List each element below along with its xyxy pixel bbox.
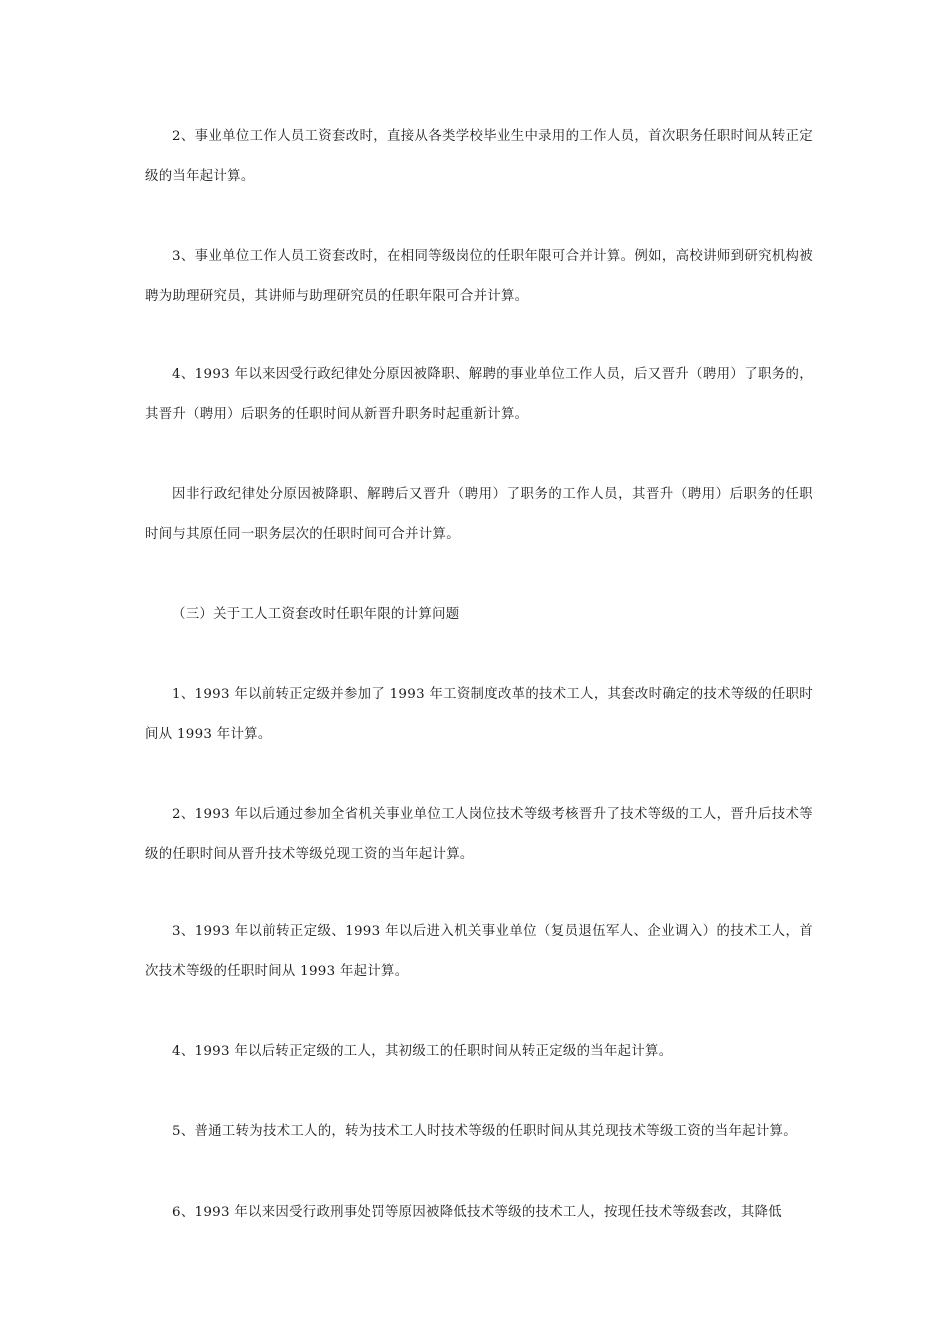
paragraph-3-transferred-workers: 3、1993 年以前转正定级、1993 年以后进入机关事业单位（复员退伍军人、企业调入）的技术工人，首次技术等级的任职时间从 1993 年起计算。 bbox=[145, 924, 813, 979]
paragraph-1-pre-1993-workers: 1、1993 年以前转正定级并参加了 1993 年工资制度改革的技术工人，其套改时确定的技术等级的任职时间从 1993 年计算。 bbox=[145, 687, 813, 742]
paragraph-5-general-to-technical: 5、普通工转为技术工人的，转为技术工人时技术等级的任职时间从其兑现技术等级工资的当年起计算。 bbox=[172, 1124, 797, 1139]
paragraph-4-disciplinary-demotion: 4、1993 年以来因受行政纪律处分原因被降职、解聘的事业单位工作人员，后又晋升（聘用）了职务的，其晋升（聘用）后职务的任职时间从新晋升职务时起重新计算。 bbox=[145, 367, 813, 422]
paragraph-3-same-grade-merge: 3、事业单位工作人员工资套改时，在相同等级岗位的任职年限可合并计算。例如，高校讲师到研究机构被聘为助理研究员，其讲师与助理研究员的任职年限可合并计算。 bbox=[145, 249, 813, 304]
paragraph-6-penalty-downgrade: 6、1993 年以来因受行政刑事处罚等原因被降低技术等级的技术工人，按现任技术等级套改，其降低 bbox=[172, 1205, 782, 1220]
paragraph-4-post-1993-regularized: 4、1993 年以后转正定级的工人，其初级工的任职时间从转正定级的当年起计算。 bbox=[172, 1044, 673, 1059]
paragraph-non-disciplinary-demotion: 因非行政纪律处分原因被降职、解聘后又晋升（聘用）了职务的工作人员，其晋升（聘用）后职务的任职时间与其原任同一职务层次的任职时间可合并计算。 bbox=[145, 487, 813, 542]
paragraph-2-graduate-hire: 2、事业单位工作人员工资套改时，直接从各类学校毕业生中录用的工作人员，首次职务任职时间从转正定级的当年起计算。 bbox=[145, 129, 813, 184]
section-heading-worker-tenure: （三）关于工人工资套改时任职年限的计算问题 bbox=[172, 607, 460, 622]
paragraph-2-post-1993-promotion: 2、1993 年以后通过参加全省机关事业单位工人岗位技术等级考核晋升了技术等级的工人，晋升后技术等级的任职时间从晋升技术等级兑现工资的当年起计算。 bbox=[145, 807, 813, 862]
